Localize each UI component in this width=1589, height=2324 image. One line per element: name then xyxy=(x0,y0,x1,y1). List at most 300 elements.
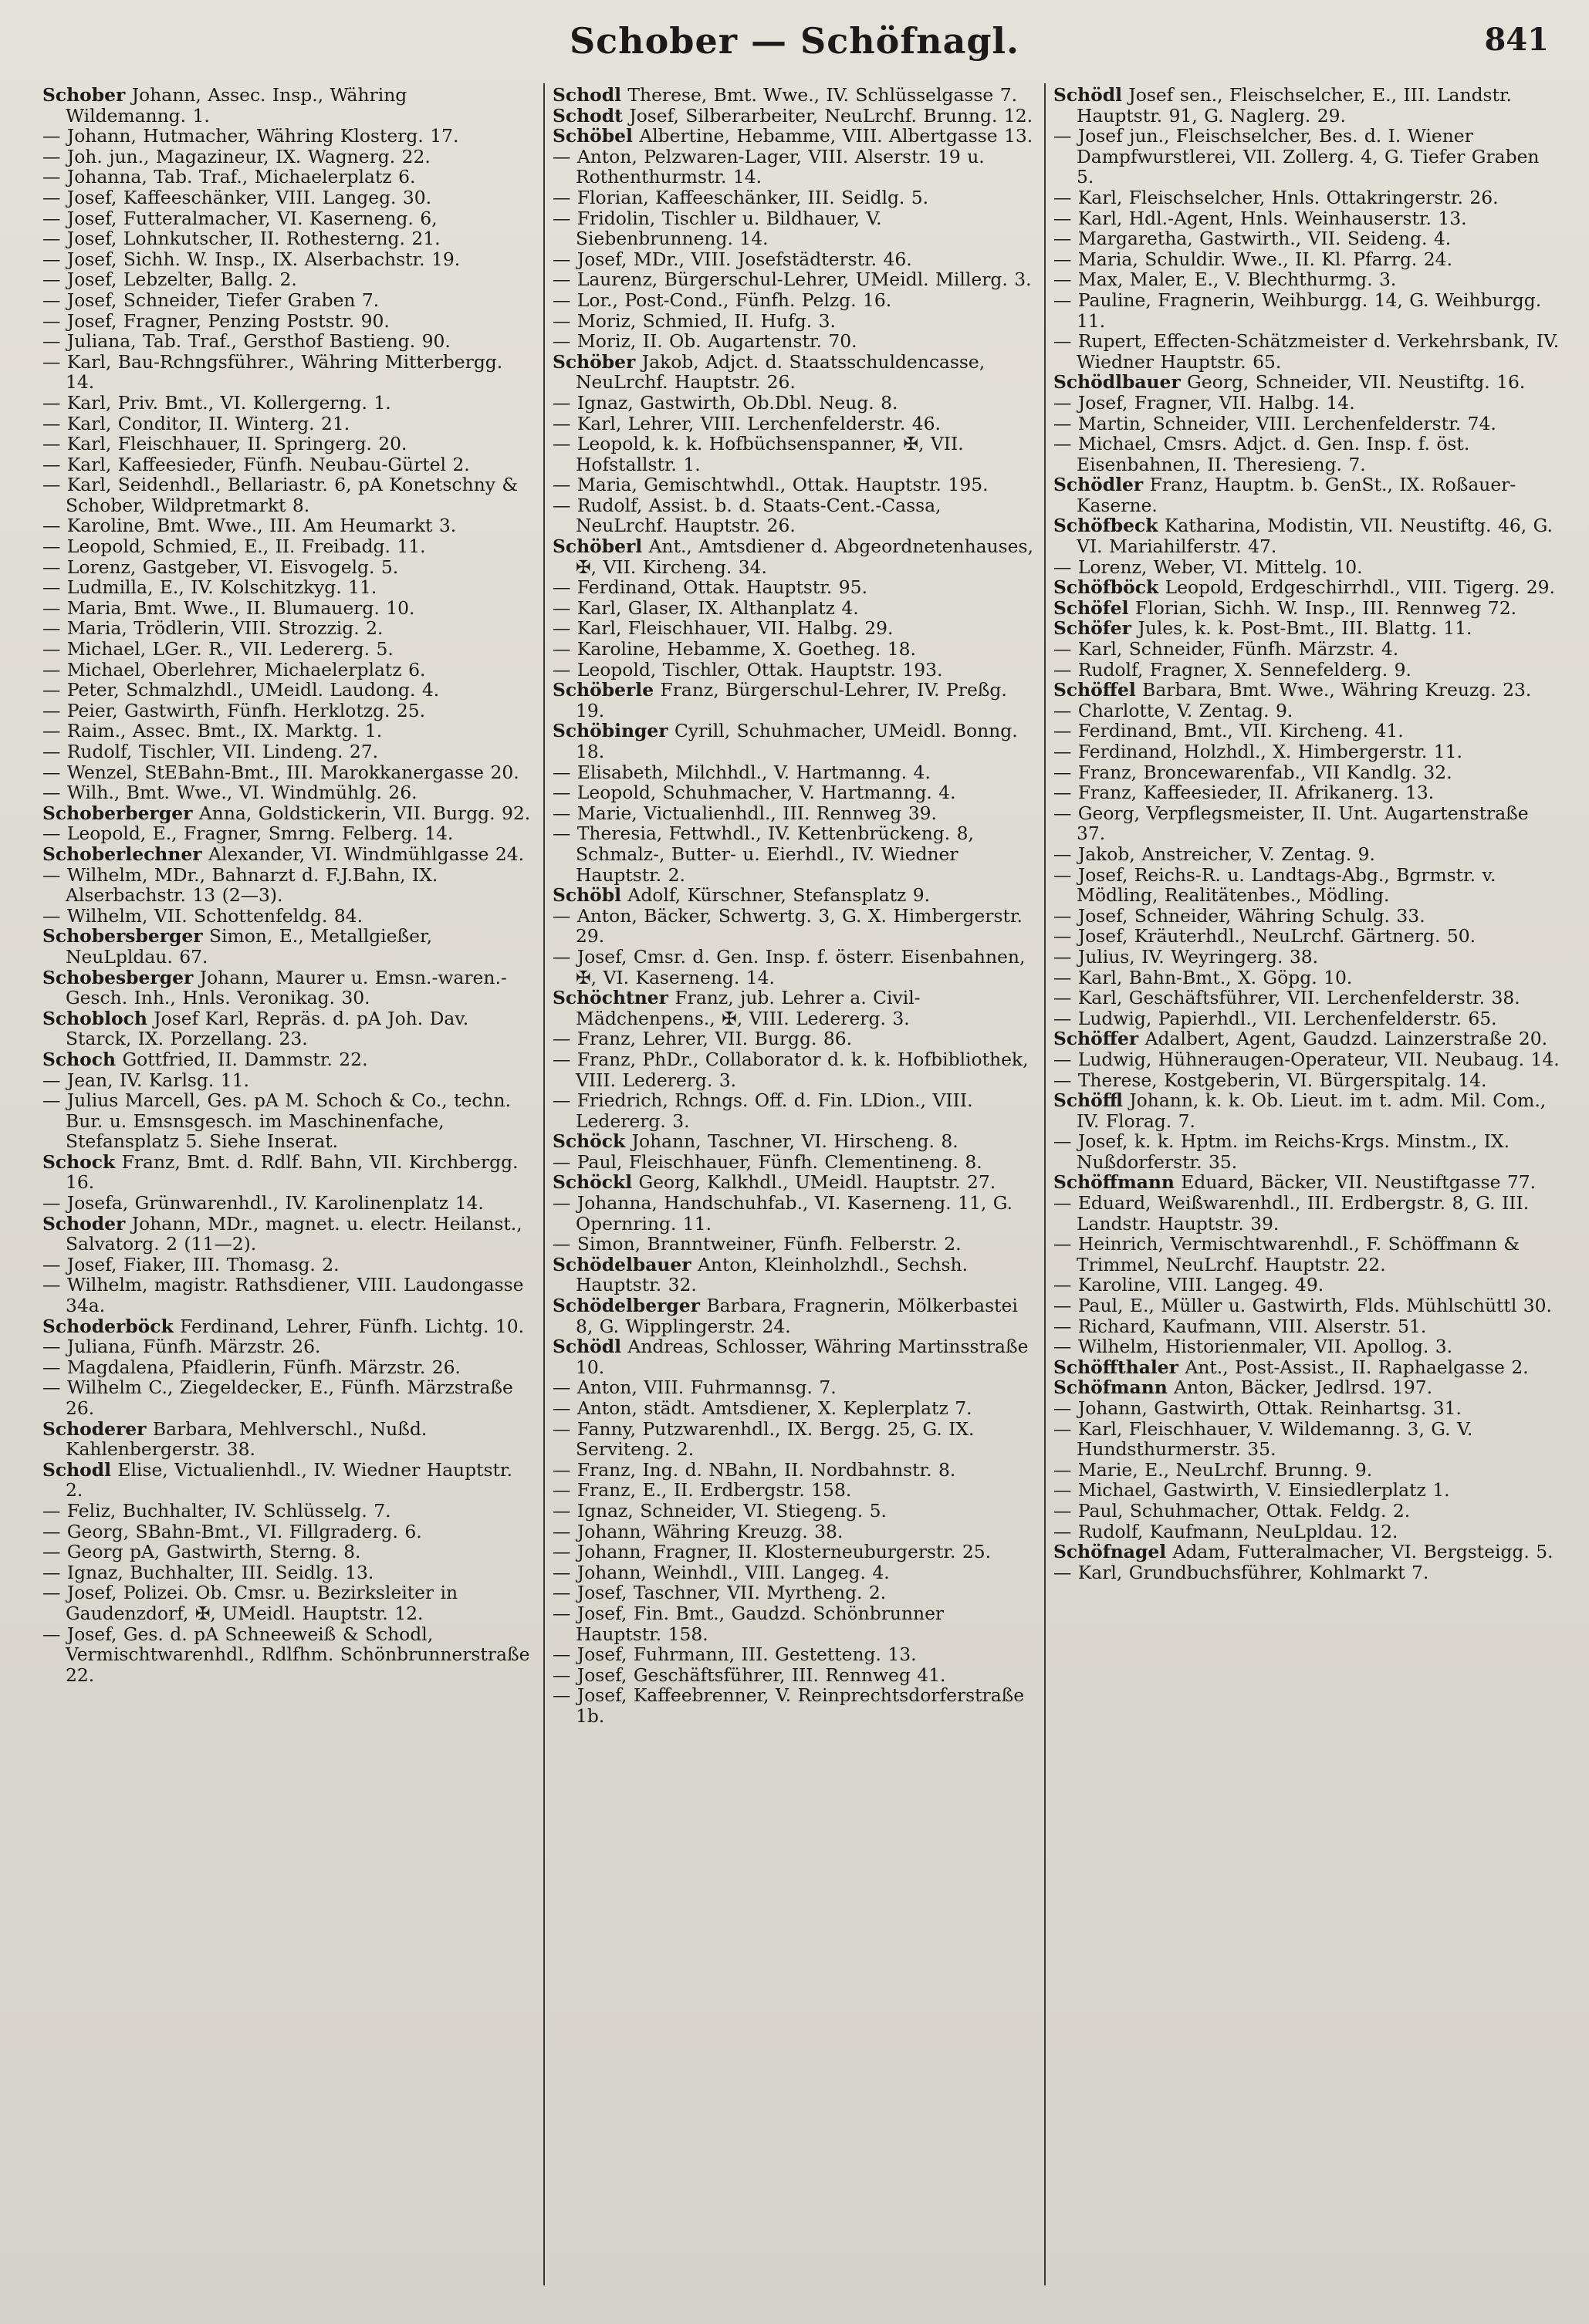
entry-text: Adalbert, Agent, Gaudzd. Lainzerstraße 20. xyxy=(1144,1028,1548,1050)
entry-text: — Johann, Gastwirth, Ottak. Reinhartsg. 31. xyxy=(1053,1397,1462,1419)
entry-surname: Schoder xyxy=(42,1212,126,1235)
entry-text: — Josef, Schneider, Währing Schulg. 33. xyxy=(1053,904,1425,927)
entry-text: Johann, MDr., magnet. u. electr. Heilanst., Salvatorg. 2 (11—2). xyxy=(66,1212,522,1255)
entry-text: — Josef, Cmsr. d. Gen. Insp. f. österr. Eisenbahnen, ✠, VI. Kaserneng. 14. xyxy=(553,945,1026,988)
entry-text: — Anton, Bäcker, Schwertg. 3, G. X. Himbergerstr. 29. xyxy=(553,904,1023,948)
directory-entry xyxy=(1053,1193,1563,1234)
entry-text: — Moriz, Schmied, II. Hufg. 3. xyxy=(553,309,836,332)
directory-entry xyxy=(42,618,532,639)
directory-entry xyxy=(553,147,1035,187)
directory-entry xyxy=(42,823,532,844)
directory-entry xyxy=(42,577,532,598)
directory-entry xyxy=(42,906,532,927)
directory-entry xyxy=(553,85,1035,106)
entry-text: — Georg, SBahn-Bmt., VI. Fillgraderg. 6. xyxy=(42,1520,422,1542)
directory-entry xyxy=(553,434,1035,475)
entry-text: — Michael, Gastwirth, V. Einsiedlerplatz 1. xyxy=(1053,1479,1450,1501)
entry-text: — Wilhelm C., Ziegeldecker, E., Fünfh. Märzstraße 26. xyxy=(42,1376,513,1419)
directory-entry xyxy=(553,885,1035,906)
entry-surname: Schöckl xyxy=(553,1171,633,1194)
directory-entry xyxy=(42,414,532,434)
entry-text: — Julius, IV. Weyringerg. 38. xyxy=(1053,945,1319,968)
entry-text: — Karl, Seidenhdl., Bellariastr. 6, pA Konetschny & Schober, Wildpretmarkt 8. xyxy=(42,474,519,516)
directory-entry xyxy=(553,823,1035,885)
directory-entry xyxy=(553,782,1035,803)
entry-text: Barbara, Bmt. Wwe., Währing Kreuzg. 23. xyxy=(1142,679,1532,701)
entry-text: — Josef, Kaffeeschänker, VIII. Langeg. 30. xyxy=(42,186,432,208)
directory-entry xyxy=(1053,1419,1563,1460)
directory-entry xyxy=(1053,741,1563,762)
directory-entry xyxy=(1053,844,1563,865)
directory-entry xyxy=(1053,660,1563,681)
entry-text: — Jakob, Anstreicher, V. Zentag. 9. xyxy=(1053,843,1375,865)
directory-entry xyxy=(42,1090,532,1152)
entry-surname: Schobesberger xyxy=(42,966,194,988)
directory-entry xyxy=(1053,1049,1563,1070)
directory-entry xyxy=(553,475,1035,495)
entry-text: — Karl, Geschäftsführer, VII. Lerchenfelderstr. 38. xyxy=(1053,987,1520,1009)
entry-text: — Maria, Schuldir. Wwe., II. Kl. Pfarrg. 24. xyxy=(1053,248,1453,270)
entry-surname: Schöber xyxy=(553,350,636,373)
entry-text: — Moriz, II. Ob. Augartenstr. 70. xyxy=(553,330,857,353)
entry-text: — Karl, Schneider, Fünfh. Märzstr. 4. xyxy=(1053,638,1399,660)
directory-entry xyxy=(553,311,1035,332)
directory-entry xyxy=(42,721,532,741)
directory-entry xyxy=(42,1152,532,1193)
entry-text: Johann, Taschner, VI. Hirscheng. 8. xyxy=(631,1130,958,1153)
entry-text: — Johanna, Handschuhfab., VI. Kaserneng. 11, G. Opernring. 11. xyxy=(553,1192,1013,1235)
entry-text: — Karl, Hdl.-Agent, Hnls. Weinhauserstr. 13. xyxy=(1053,207,1467,229)
directory-entry xyxy=(1053,1234,1563,1275)
directory-entry xyxy=(1053,85,1563,126)
directory-entry xyxy=(553,1522,1035,1542)
entry-text: Josef sen., Fleischselcher, E., III. Landstr. Hauptstr. 91, G. Naglerg. 29. xyxy=(1077,85,1512,127)
directory-entry xyxy=(1053,1008,1563,1029)
entry-surname: Schödler xyxy=(1053,474,1144,496)
entry-text: — Johann, Fragner, II. Klosterneuburgerstr. 25. xyxy=(553,1541,992,1563)
directory-entry xyxy=(1053,331,1563,372)
directory-entry xyxy=(553,1644,1035,1665)
directory-entry xyxy=(1053,187,1563,208)
entry-text: — Karl, Conditor, II. Winterg. 21. xyxy=(42,412,350,434)
directory-entry xyxy=(1053,1070,1563,1091)
entry-text: — Franz, Lehrer, VII. Burgg. 86. xyxy=(553,1028,853,1050)
entry-text: — Ignaz, Schneider, VI. Stiegeng. 5. xyxy=(553,1499,887,1522)
entry-text: — Leopold, Schmied, E., II. Freibadg. 11. xyxy=(42,535,426,558)
directory-entry xyxy=(1053,598,1563,619)
entry-text: Gottfried, II. Dammstr. 22. xyxy=(122,1048,368,1070)
entry-text: — Karl, Grundbuchsführer, Kohlmarkt 7. xyxy=(1053,1561,1429,1583)
directory-entry xyxy=(42,147,532,167)
entry-text: — Georg pA, Gastwirth, Sterng. 8. xyxy=(42,1541,361,1563)
directory-entry xyxy=(42,536,532,557)
directory-entry xyxy=(42,1214,532,1255)
entry-text: Adolf, Kürschner, Stefansplatz 9. xyxy=(627,884,931,907)
entry-text: Katharina, Modistin, VII. Neustiftg. 46, G. VI. Mariahilferstr. 47. xyxy=(1077,515,1553,558)
entry-surname: Schödelbauer xyxy=(553,1253,691,1275)
directory-entry xyxy=(42,680,532,701)
entry-text: — Karl, Fleischselcher, Hnls. Ottakringerstr. 26. xyxy=(1053,186,1499,208)
directory-entry xyxy=(1053,1295,1563,1316)
entry-text: — Peier, Gastwirth, Fünfh. Herklotzg. 25. xyxy=(42,699,426,721)
directory-entry xyxy=(42,1377,532,1418)
entry-text: Albertine, Hebamme, VIII. Albertgasse 13. xyxy=(639,125,1033,147)
entry-text: — Georg, Verpflegsmeister, II. Unt. Augartenstraße 37. xyxy=(1053,802,1529,845)
directory-entry xyxy=(42,1460,532,1501)
entry-text: — Leopold, Schuhmacher, V. Hartmanng. 4. xyxy=(553,782,956,804)
directory-entry xyxy=(1053,1460,1563,1481)
directory-entry xyxy=(42,926,532,967)
directory-entry xyxy=(42,1008,532,1049)
directory-entry xyxy=(1053,434,1563,475)
entry-surname: Schober xyxy=(42,85,126,106)
directory-entry xyxy=(42,1501,532,1522)
directory-entry xyxy=(553,393,1035,414)
entry-text: — Karl, Bahn-Bmt., X. Göpg. 10. xyxy=(1053,966,1353,988)
entry-text: — Ludwig, Hühneraugen-Operateur, VII. Neubaug. 14. xyxy=(1053,1048,1560,1070)
entry-text: — Max, Maler, E., V. Blechthurmg. 3. xyxy=(1053,269,1397,291)
entry-text: — Wilhelm, VII. Schottenfeldg. 84. xyxy=(42,904,363,927)
entry-text: — Ferdinand, Ottak. Hauptstr. 95. xyxy=(553,576,868,599)
entry-surname: Schöffmann xyxy=(1053,1171,1175,1194)
directory-entry xyxy=(1053,680,1563,701)
entry-text: — Wilhelm, Historienmaler, VII. Apollog. 3. xyxy=(1053,1336,1453,1358)
entry-surname: Schoch xyxy=(42,1048,116,1070)
entry-text: Anton, Kleinholzhdl., Sechsh. Hauptstr. 32. xyxy=(576,1253,969,1296)
entry-surname: Schoderböck xyxy=(42,1315,174,1337)
directory-entry xyxy=(42,1522,532,1542)
page-number: 841 xyxy=(1484,22,1549,58)
directory-entry xyxy=(42,249,532,270)
entry-surname: Schobersberger xyxy=(42,925,203,948)
entry-text: — Karl, Kaffeesieder, Fünfh. Neubau-Gürtel 2. xyxy=(42,453,470,475)
entry-text: — Wilhelm, MDr., Bahnarzt d. F.J.Bahn, IX. Alserbachstr. 13 (2—3). xyxy=(42,863,438,907)
entry-surname: Schöfel xyxy=(1053,596,1129,619)
entry-text: — Josef, Kräuterhdl., NeuLrchf. Gärtnerg. 50. xyxy=(1053,925,1476,948)
directory-entry xyxy=(553,1562,1035,1583)
entry-surname: Schodl xyxy=(553,85,621,106)
entry-text: — Wilhelm, magistr. Rathsdiener, VIII. Laudongasse 34a. xyxy=(42,1274,524,1317)
entry-text: Adam, Futteralmacher, VI. Bergsteigg. 5. xyxy=(1172,1541,1554,1563)
entry-text: — Simon, Branntweiner, Fünfh. Felberstr. 2. xyxy=(553,1233,962,1255)
directory-entry xyxy=(1053,1172,1563,1193)
directory-entry xyxy=(553,721,1035,762)
entry-text: Josef Karl, Repräs. d. pA Joh. Dav. Starck, IX. Porzellang. 23. xyxy=(66,1007,469,1050)
directory-entry xyxy=(1053,1131,1563,1172)
directory-entry xyxy=(553,1480,1035,1501)
entry-text: — Ignaz, Buchhalter, III. Seidlg. 13. xyxy=(42,1561,374,1583)
directory-entry xyxy=(1053,1275,1563,1295)
directory-entry xyxy=(1053,414,1563,434)
directory-entry xyxy=(42,454,532,475)
directory-entry xyxy=(553,660,1035,681)
entry-surname: Schödl xyxy=(1053,85,1122,106)
directory-entry xyxy=(553,1152,1035,1173)
directory-entry xyxy=(42,1336,532,1357)
entry-text: — Franz, Ing. d. NBahn, II. Nordbahnstr. 8. xyxy=(553,1458,956,1481)
directory-entry xyxy=(42,968,532,1008)
entry-text: — Magdalena, Pfaidlerin, Fünfh. Märzstr. 26. xyxy=(42,1356,461,1378)
entry-text: Florian, Sichh. W. Insp., III. Rennweg 72. xyxy=(1135,596,1517,619)
directory-entry xyxy=(1053,1398,1563,1419)
directory-entry xyxy=(553,495,1035,536)
directory-entry xyxy=(1053,208,1563,229)
entry-surname: Schöberle xyxy=(553,679,654,701)
entry-text: — Ludmilla, E., IV. Kolschitzkyg. 11. xyxy=(42,576,377,599)
directory-entry xyxy=(42,1275,532,1316)
entry-text: — Fanny, Putzwarenhdl., IX. Bergg. 25, G. IX. Serviteng. 2. xyxy=(553,1417,975,1461)
entry-text: — Johanna, Tab. Traf., Michaelerplatz 6. xyxy=(42,166,416,188)
directory-entry xyxy=(1053,1357,1563,1378)
directory-entry xyxy=(553,331,1035,352)
directory-entry xyxy=(1053,721,1563,741)
directory-entry xyxy=(553,598,1035,619)
directory-entry xyxy=(42,865,532,906)
directory-entry xyxy=(553,1255,1035,1295)
entry-text: — Josef, MDr., VIII. Josefstädterstr. 46. xyxy=(553,248,912,270)
entry-text: — Josef, Taschner, VII. Myrtheng. 2. xyxy=(553,1582,887,1604)
directory-entry xyxy=(553,947,1035,988)
entry-text: Franz, Bmt. d. Rdlf. Bahn, VII. Kirchbergg. 16. xyxy=(66,1150,519,1194)
entry-text: Elise, Victualienhdl., IV. Wiedner Hauptstr. 2. xyxy=(66,1458,512,1501)
entry-text: Franz, Hauptm. b. GenSt., IX. Roßauer-Kaserne. xyxy=(1077,474,1516,516)
entry-text: — Fridolin, Tischler u. Bildhauer, V. Siebenbrunneng. 14. xyxy=(553,207,882,250)
directory-entry xyxy=(553,1460,1035,1481)
entry-text: — Josef, Polizei. Ob. Cmsr. u. Bezirksleiter in Gaudenzdorf, ✠, UMeidl. Hauptstr. 12. xyxy=(42,1582,458,1624)
entry-surname: Schöffel xyxy=(1053,679,1136,701)
entry-text: — Michael, Cmsrs. Adjct. d. Gen. Insp. f. öst. Eisenbahnen, II. Theresieng. 7. xyxy=(1053,433,1470,475)
entry-text: Cyrill, Schuhmacher, UMeidl. Bonng. 18. xyxy=(576,720,1018,762)
directory-entry xyxy=(1053,782,1563,803)
entry-text: — Maria, Bmt. Wwe., II. Blumauerg. 10. xyxy=(42,596,415,619)
directory-entry xyxy=(42,1070,532,1091)
entry-surname: Schöfbeck xyxy=(1053,515,1158,537)
directory-entry xyxy=(1053,126,1563,187)
directory-entry xyxy=(1053,1377,1563,1398)
directory-entry xyxy=(1053,1029,1563,1049)
directory-entry xyxy=(42,557,532,578)
entry-surname: Schoberlechner xyxy=(42,843,202,865)
entry-text: — Michael, LGer. R., VII. Ledererg. 5. xyxy=(42,638,394,660)
entry-text: — Charlotte, V. Zentag. 9. xyxy=(1053,699,1293,721)
directory-entry xyxy=(553,1029,1035,1049)
directory-entry xyxy=(1053,865,1563,906)
entry-text: Johann, Assec. Insp., Währing Wildemanng. 1. xyxy=(66,85,407,127)
directory-entry xyxy=(42,167,532,187)
directory-entry xyxy=(553,1131,1035,1152)
entry-text: — Josef, Ges. d. pA Schneeweiß & Schodl, Vermischtwarenhdl., Rdlfhm. Schönbrunnerstraße 22. xyxy=(42,1623,530,1686)
entry-text: — Lor., Post-Cond., Fünfh. Pelzg. 16. xyxy=(553,289,892,311)
directory-entry xyxy=(553,1501,1035,1522)
entry-text: Ant., Amtsdiener d. Abgeordnetenhauses, ✠, VII. Kircheng. 34. xyxy=(576,535,1033,578)
entry-text: Jakob, Adjct. d. Staatsschuldencasse, NeuLrchf. Hauptstr. 26. xyxy=(576,350,986,394)
entry-text: Ant., Post-Assist., II. Raphaelgasse 2. xyxy=(1185,1356,1529,1378)
entry-text: — Karl, Lehrer, VIII. Lerchenfelderstr. 46. xyxy=(553,412,941,434)
directory-entry xyxy=(1053,1542,1563,1562)
column-2 xyxy=(553,85,1035,2293)
directory-entry xyxy=(553,106,1035,127)
entry-text: Franz, jub. Lehrer a. Civil-Mädchenpens., ✠, VIII. Ledererg. 3. xyxy=(576,987,921,1029)
directory-entry xyxy=(42,701,532,721)
directory-entry xyxy=(1053,988,1563,1008)
directory-entry xyxy=(553,414,1035,434)
directory-entry xyxy=(553,639,1035,660)
entry-text: Josef, Silberarbeiter, NeuLrchf. Brunng. 12. xyxy=(629,104,1033,127)
entry-text: — Laurenz, Bürgerschul-Lehrer, UMeidl. Millerg. 3. xyxy=(553,269,1032,291)
directory-entry xyxy=(1053,1522,1563,1542)
entry-text: — Eduard, Weißwarenhdl., III. Erdbergstr. 8, G. III. Landstr. Hauptstr. 39. xyxy=(1053,1192,1530,1235)
directory-entry xyxy=(553,208,1035,249)
entry-text: — Karl, Priv. Bmt., VI. Kollergerng. 1. xyxy=(42,391,391,414)
directory-entry xyxy=(1053,618,1563,639)
entry-text: — Franz, E., II. Erdbergstr. 158. xyxy=(553,1479,852,1501)
directory-entry xyxy=(42,1419,532,1460)
entry-text: — Karoline, Bmt. Wwe., III. Am Heumarkt 3. xyxy=(42,515,457,537)
directory-entry xyxy=(42,1193,532,1214)
entry-text: Johann, k. k. Ob. Lieut. im t. adm. Mil. Com., IV. Florag. 7. xyxy=(1077,1089,1547,1132)
entry-text: Simon, E., Metallgießer, NeuLpldau. 67. xyxy=(66,925,433,968)
column-1 xyxy=(42,85,532,2293)
directory-entry xyxy=(553,1685,1035,1726)
entry-text: — Wenzel, StEBahn-Bmt., III. Marokkanergasse 20. xyxy=(42,761,519,783)
entry-text: — Josef, Futteralmacher, VI. Kaserneng. 6, xyxy=(42,207,438,229)
directory-entry xyxy=(1053,1562,1563,1583)
directory-entry xyxy=(42,290,532,311)
directory-entry xyxy=(553,906,1035,947)
directory-entry xyxy=(553,803,1035,824)
entry-surname: Schödlbauer xyxy=(1053,371,1181,394)
entry-text: — Heinrich, Vermischtwarenhdl., F. Schöffmann & Trimmel, NeuLrchf. Hauptstr. 22. xyxy=(1053,1233,1520,1275)
directory-entry xyxy=(1053,947,1563,968)
entry-text: — Elisabeth, Milchhdl., V. Hartmanng. 4. xyxy=(553,761,931,783)
entry-text: Anton, Bäcker, Jedlrsd. 197. xyxy=(1174,1376,1433,1399)
entry-text: — Paul, E., Müller u. Gastwirth, Flds. Mühlschüttl 30. xyxy=(1053,1295,1552,1317)
entry-text: — Johann, Währing Kreuzg. 38. xyxy=(553,1520,844,1542)
entry-text: — Marie, Victualienhdl., III. Rennweg 39. xyxy=(553,802,937,824)
entry-text: Ferdinand, Lehrer, Fünfh. Lichtg. 10. xyxy=(180,1315,525,1337)
entry-surname: Schöbinger xyxy=(553,720,668,742)
entry-surname: Schöfnagel xyxy=(1053,1541,1167,1563)
entry-text: Franz, Bürgerschul-Lehrer, IV. Preßg. 19. xyxy=(576,679,1007,721)
directory-entry xyxy=(42,1583,532,1623)
entry-text: — Josef, Fiaker, III. Thomasg. 2. xyxy=(42,1253,340,1275)
entry-text: — Ferdinand, Holzhdl., X. Himbergerstr. 11. xyxy=(1053,741,1462,762)
directory-entry xyxy=(553,988,1035,1029)
directory-entry xyxy=(42,844,532,865)
running-title: Schober — Schöfnagl. xyxy=(569,20,1020,62)
directory-entry xyxy=(42,1255,532,1275)
entry-surname: Schoderer xyxy=(42,1417,147,1440)
entry-text: — Florian, Kaffeeschänker, III. Seidlg. 5. xyxy=(553,186,929,208)
entry-text: — Paul, Fleischhauer, Fünfh. Clementineng. 8. xyxy=(553,1150,982,1173)
directory-entry xyxy=(1053,515,1563,556)
entry-text: — Josef, Fin. Bmt., Gaudzd. Schönbrunner Hauptstr. 158. xyxy=(553,1602,945,1645)
entry-text: — Feliz, Buchhalter, IV. Schlüsselg. 7. xyxy=(42,1499,391,1522)
entry-surname: Schöbl xyxy=(553,884,621,907)
entry-text: — Johann, Weinhdl., VIII. Langeg. 4. xyxy=(553,1561,890,1583)
entry-text: — Raim., Assec. Bmt., IX. Marktg. 1. xyxy=(42,720,383,742)
directory-entry xyxy=(1053,249,1563,270)
page-header xyxy=(0,14,1589,68)
entry-text: — Richard, Kaufmann, VIII. Alserstr. 51. xyxy=(1053,1315,1427,1337)
entry-text: — Rudolf, Tischler, VII. Lindeng. 27. xyxy=(42,741,379,762)
entry-surname: Schodt xyxy=(553,104,623,127)
directory-entry xyxy=(553,1377,1035,1398)
directory-entry xyxy=(553,1398,1035,1419)
entry-text: — Martin, Schneider, VIII. Lerchenfelderstr. 74. xyxy=(1053,412,1496,434)
entry-text: Jules, k. k. Post-Bmt., III. Blattg. 11. xyxy=(1138,617,1472,640)
directory-entry xyxy=(553,1295,1035,1336)
directory-entry xyxy=(42,126,532,147)
directory-entry xyxy=(1053,269,1563,290)
entry-text: — Leopold, k. k. Hofbüchsenspanner, ✠, VII. Hofstallstr. 1. xyxy=(553,433,964,475)
directory-entry xyxy=(553,1419,1035,1460)
directory-entry xyxy=(553,269,1035,290)
directory-entry xyxy=(553,290,1035,311)
directory-entry xyxy=(553,1172,1035,1193)
entry-text: — Ignaz, Gastwirth, Ob.Dbl. Neug. 8. xyxy=(553,391,898,414)
directory-entry xyxy=(1053,290,1563,331)
directory-entry xyxy=(553,1234,1035,1255)
directory-entry xyxy=(1053,372,1563,393)
directory-entry xyxy=(553,1665,1035,1686)
directory-entry xyxy=(42,331,532,352)
entry-text: — Josef, Reichs-R. u. Landtags-Abg., Bgrmstr. v. Mödling, Realitätenbes., Mödling. xyxy=(1053,863,1496,907)
directory-entry xyxy=(42,762,532,783)
entry-text: — Franz, Broncewarenfab., VII Kandlg. 32. xyxy=(1053,761,1452,783)
entry-surname: Schöffl xyxy=(1053,1089,1123,1112)
entry-text: Andreas, Schlosser, Währing Martinsstraße 10. xyxy=(576,1336,1029,1378)
directory-entry xyxy=(42,515,532,536)
entry-text: — Josef, k. k. Hptm. im Reichs-Krgs. Minstm., IX. Nußdorferstr. 35. xyxy=(1053,1130,1510,1173)
directory-entry xyxy=(1053,762,1563,783)
directory-entry xyxy=(553,187,1035,208)
directory-entry xyxy=(1053,1316,1563,1337)
entry-text: — Josef, Fuhrmann, III. Gestetteng. 13. xyxy=(553,1643,917,1666)
directory-entry xyxy=(1053,926,1563,947)
entry-text: — Wilh., Bmt. Wwe., VI. Windmühlg. 26. xyxy=(42,782,418,804)
entry-text: — Margaretha, Gastwirth., VII. Seideng. 4. xyxy=(1053,228,1452,250)
directory-entry xyxy=(42,393,532,414)
entry-text: Johann, Maurer u. Emsn.-waren.-Gesch. Inh., Hnls. Veronikag. 30. xyxy=(66,966,507,1009)
column-divider-2 xyxy=(1044,83,1046,2285)
entry-text: — Joh. jun., Magazineur, IX. Wagnerg. 22. xyxy=(42,145,431,167)
directory-entry xyxy=(42,741,532,762)
entry-text: — Karl, Glaser, IX. Althanplatz 4. xyxy=(553,596,859,619)
directory-entry xyxy=(42,475,532,515)
entry-text: — Josef, Sichh. W. Insp., IX. Alserbachstr. 19. xyxy=(42,248,461,270)
entry-text: — Josefa, Grünwarenhdl., IV. Karolinenplatz 14. xyxy=(42,1192,484,1214)
directory-entry xyxy=(42,1316,532,1337)
directory-entry xyxy=(42,434,532,454)
entry-surname: Schöchtner xyxy=(553,987,669,1009)
directory-entry xyxy=(1053,393,1563,414)
directory-entry xyxy=(42,639,532,660)
directory-entry xyxy=(1053,1090,1563,1131)
directory-entry xyxy=(1053,803,1563,844)
entry-text: — Josef, Lohnkutscher, II. Rothesterng. 21. xyxy=(42,228,441,250)
directory-entry xyxy=(42,352,532,393)
entry-surname: Schöfböck xyxy=(1053,576,1159,599)
entry-text: — Rudolf, Kaufmann, NeuLpldau. 12. xyxy=(1053,1520,1398,1542)
entry-surname: Schöfer xyxy=(1053,617,1132,640)
directory-entry xyxy=(42,269,532,290)
directory-entry xyxy=(42,660,532,681)
directory-entry xyxy=(553,762,1035,783)
entry-surname: Schobloch xyxy=(42,1007,147,1029)
directory-entry xyxy=(553,1542,1035,1562)
entry-text: Eduard, Bäcker, VII. Neustiftgasse 77. xyxy=(1181,1171,1537,1194)
